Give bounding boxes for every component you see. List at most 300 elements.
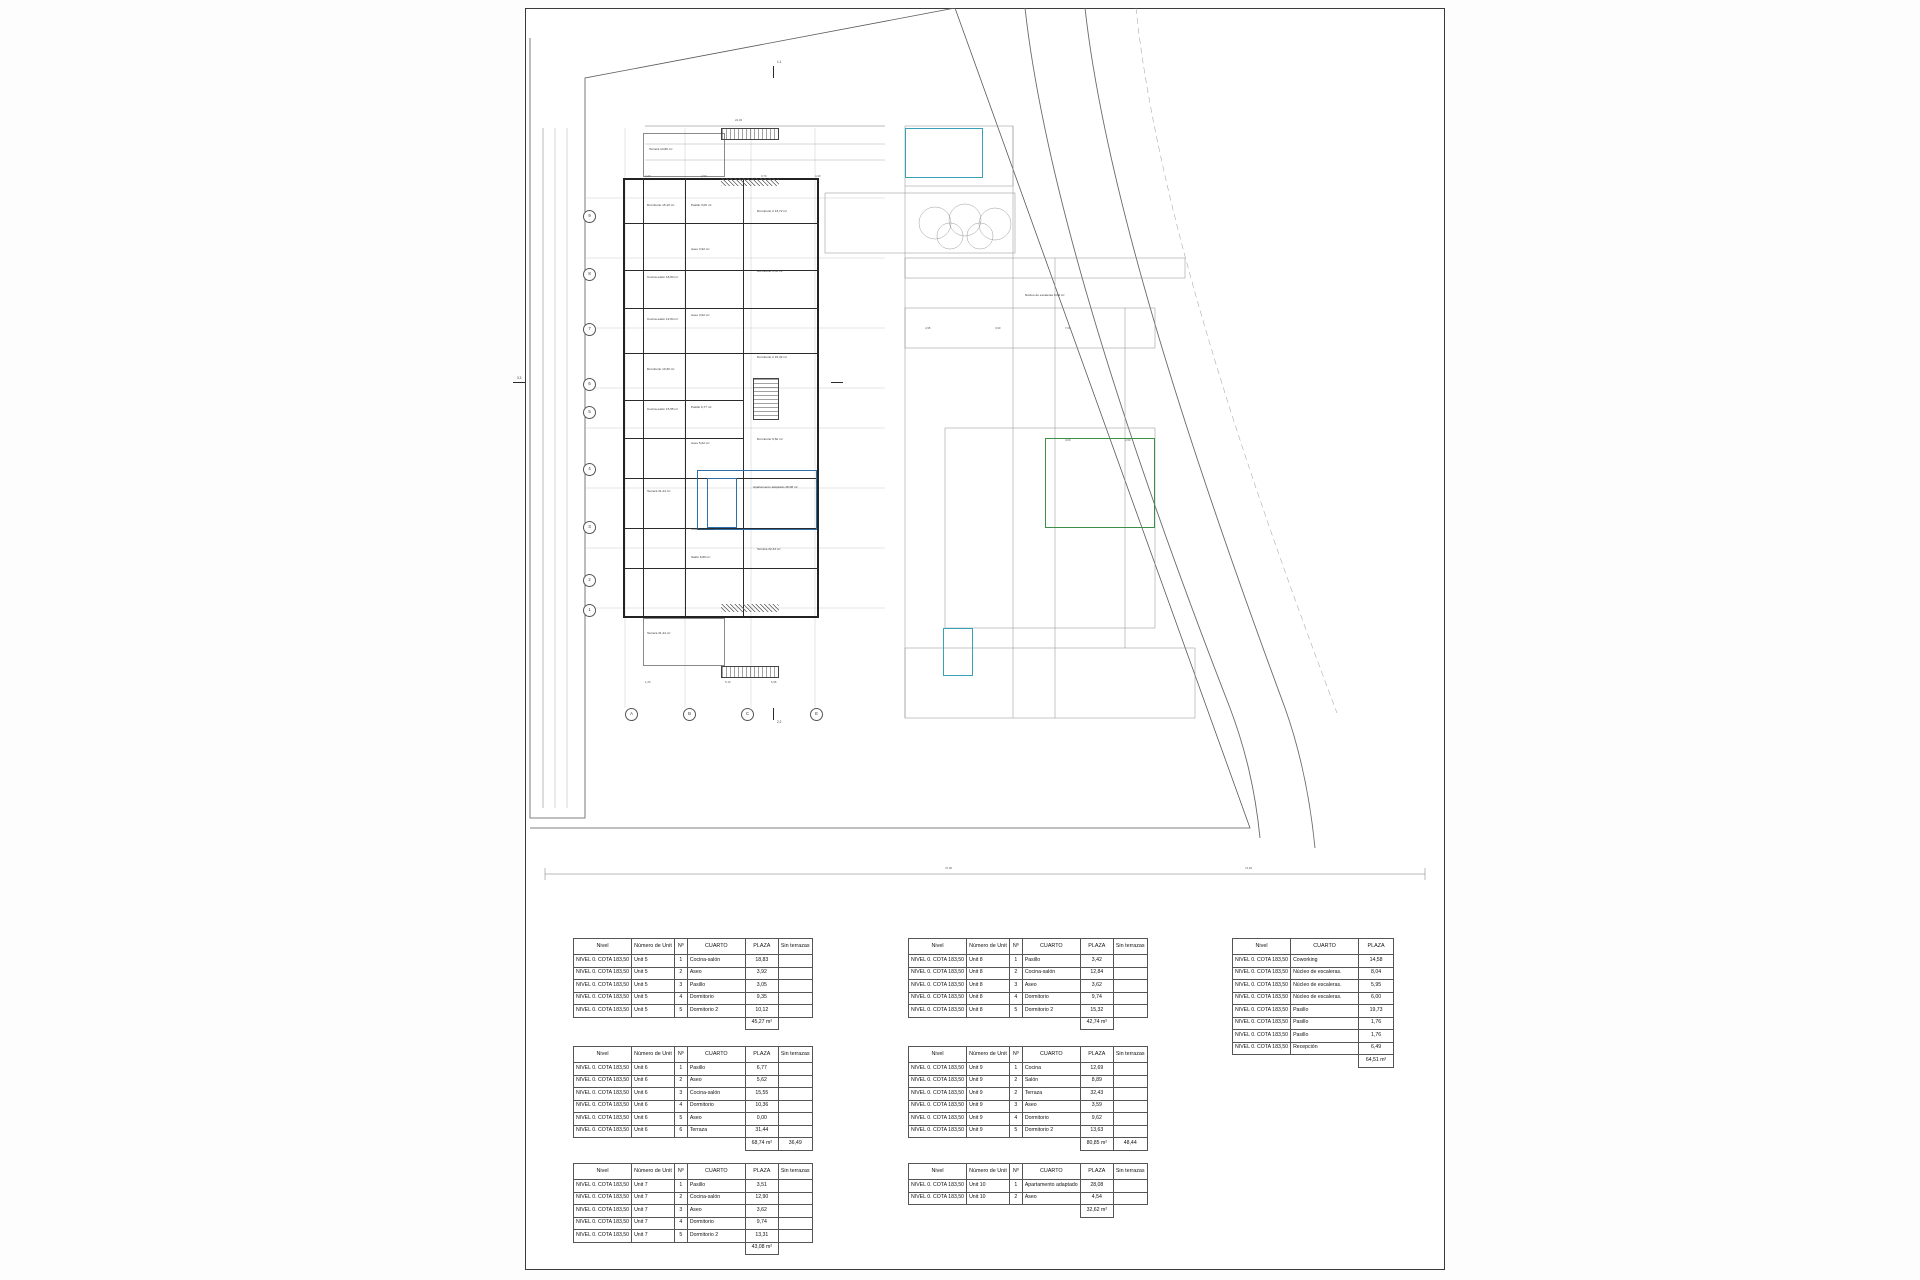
cell-unit: Unit 7 [632, 1230, 675, 1243]
cell-plaza: 32,43 [1080, 1088, 1113, 1101]
col-nivel: Nivel [1233, 939, 1291, 955]
dimension-text: 4,20 [645, 174, 651, 178]
cell-cuarto: Dormitorio [687, 1100, 745, 1113]
cell-unit: Unit 6 [632, 1088, 675, 1101]
cell-nivel: NIVEL 0. COTA 183,50 [574, 1230, 632, 1243]
col-sin-terrazas: Sin terrazas [778, 1164, 812, 1180]
grid-bubble-4: 4 [583, 463, 596, 476]
table-row [909, 1100, 1148, 1113]
cell-plaza: 31,44 [745, 1125, 778, 1138]
cell-sin [778, 955, 812, 968]
cell-sin [1113, 1125, 1147, 1138]
cell-unit: Unit 8 [967, 980, 1010, 993]
cell-plaza: 10,36 [745, 1100, 778, 1113]
cell-n: 4 [1009, 1113, 1022, 1126]
cell-plaza: 1,76 [1359, 1030, 1394, 1043]
cell-cuarto: Aseo [1022, 1100, 1080, 1113]
cell-n: 5 [674, 1113, 687, 1126]
cell-sin [778, 1063, 812, 1076]
cell-cuarto: Pasillo [1291, 1030, 1359, 1043]
col-cuarto: CUARTO [1291, 939, 1359, 955]
floor-plan-drawing [517, 8, 1445, 908]
section-mark-left: 3.3 [517, 376, 522, 380]
cell-nivel: NIVEL 0. COTA 183,50 [909, 1100, 967, 1113]
cell-cuarto: Pasillo [687, 980, 745, 993]
grid-bubble-6: 6 [583, 378, 596, 391]
cell-total: 68,74 m² [745, 1138, 778, 1151]
cell-unit: Unit 5 [632, 967, 675, 980]
col-n: Nº [1009, 1164, 1022, 1180]
cell-cuarto: Cocina-salón [687, 1088, 745, 1101]
cell-cuarto: Terraza [687, 1125, 745, 1138]
cell-n: 1 [674, 1180, 687, 1193]
cell-cuarto: Pasillo [1291, 1005, 1359, 1018]
cell-nivel: NIVEL 0. COTA 183,50 [909, 992, 967, 1005]
cell-n: 5 [1009, 1005, 1022, 1018]
col-unit: Número de Unit [967, 1047, 1010, 1063]
cell-sin [778, 1125, 812, 1138]
cell-sin [1113, 992, 1147, 1005]
section-mark-bottom: 2.2 [777, 720, 782, 724]
room-label: Cocina 12,69 m² [691, 527, 714, 531]
stair-core [753, 378, 779, 420]
section-tick [773, 708, 774, 720]
table-body-unit-9 [909, 1063, 1148, 1151]
cell-plaza: 5,62 [745, 1075, 778, 1088]
grid-bubble-A: A [625, 708, 638, 721]
table-row [1233, 967, 1394, 980]
site-element-outline [943, 628, 973, 676]
cell-nivel: NIVEL 0. COTA 183,50 [574, 1113, 632, 1126]
table-body-unit-6 [574, 1063, 813, 1151]
cell-cuarto: Dormitorio 2 [687, 1005, 745, 1018]
cell-plaza: 4,54 [1080, 1192, 1113, 1205]
room-label: Cocina-salón 15,55 m² [647, 407, 679, 411]
cell-plaza: 8,89 [1080, 1075, 1113, 1088]
cell-plaza: 3,42 [1080, 955, 1113, 968]
col-nivel: Nivel [574, 939, 632, 955]
cell-n: 2 [674, 1075, 687, 1088]
room-label: Aseo 3,92 m² [691, 247, 710, 251]
table-total-row [574, 1138, 813, 1151]
cell-cuarto: Dormitorio [687, 1217, 745, 1230]
room-outline-highlight [707, 478, 737, 528]
cell-nivel: NIVEL 0. COTA 183,50 [1233, 1030, 1291, 1043]
cell-plaza: 13,63 [1080, 1125, 1113, 1138]
table-row [909, 992, 1148, 1005]
cell-sin [778, 1217, 812, 1230]
section-tick [831, 382, 843, 383]
cell-n: 2 [1009, 967, 1022, 980]
cell-n: 1 [1009, 1063, 1022, 1076]
cell-nivel: NIVEL 0. COTA 183,50 [909, 1063, 967, 1076]
table-row [1233, 1030, 1394, 1043]
site-element-outline [1045, 438, 1155, 528]
table-total-row [1233, 1055, 1394, 1068]
room-label: Pasillo 3,05 m² [691, 203, 712, 207]
cell-unit: Unit 10 [967, 1180, 1010, 1193]
cell-sin [778, 1075, 812, 1088]
cell-n: 5 [1009, 1125, 1022, 1138]
cell-nivel: NIVEL 0. COTA 183,50 [574, 980, 632, 993]
cell-cuarto: Núcleo de escaleras. [1291, 992, 1359, 1005]
cell-cuarto: Aseo [687, 1075, 745, 1088]
table-header-row [574, 939, 813, 955]
col-unit: Número de Unit [632, 1047, 675, 1063]
table-header-row [574, 1164, 813, 1180]
cell-unit: Unit 8 [967, 992, 1010, 1005]
cell-n: 4 [1009, 992, 1022, 1005]
cell-cuarto: Núcleo de escaleras. [1291, 980, 1359, 993]
cell-plaza: 0,00 [745, 1113, 778, 1126]
room-label: Pasillo 6,77 m² [691, 405, 712, 409]
col-nivel: Nivel [909, 1164, 967, 1180]
dimension-text: 4,95 [925, 326, 931, 330]
col-plaza: PLAZA [1080, 1164, 1113, 1180]
cell-plaza: 14,58 [1359, 955, 1394, 968]
cell-nivel: NIVEL 0. COTA 183,50 [909, 980, 967, 993]
cell-sin [1113, 1075, 1147, 1088]
cell-sin [778, 1113, 812, 1126]
col-plaza: PLAZA [745, 939, 778, 955]
cell-sin [1113, 1192, 1147, 1205]
room-label: Terraza 31,44 m² [647, 489, 671, 493]
dimension-text: 1,20 [645, 680, 651, 684]
table-row [909, 1088, 1148, 1101]
cell-plaza: 3,59 [1080, 1100, 1113, 1113]
dimension-text: 2,60 [1125, 438, 1131, 442]
cell-nivel: NIVEL 0. COTA 183,50 [574, 1088, 632, 1101]
col-n: Nº [1009, 1047, 1022, 1063]
site-element-outline [905, 128, 983, 178]
grid-bubble-E: E [810, 708, 823, 721]
cell-n: 2 [674, 1192, 687, 1205]
table-row [909, 1113, 1148, 1126]
partition [623, 353, 819, 354]
building-wall [817, 178, 819, 618]
grid-bubble-3: 3 [583, 521, 596, 534]
partition [623, 400, 743, 401]
cell-plaza: 13,31 [745, 1230, 778, 1243]
stair-top [721, 128, 779, 140]
cell-plaza: 6,77 [745, 1063, 778, 1076]
table-row [1233, 980, 1394, 993]
cell-nivel: NIVEL 0. COTA 183,50 [909, 955, 967, 968]
cell-plaza: 18,83 [745, 955, 778, 968]
cell-total: 32,62 m² [1080, 1205, 1113, 1218]
cell-unit: Unit 8 [967, 967, 1010, 980]
cell-plaza: 9,35 [745, 992, 778, 1005]
table-row [574, 1192, 813, 1205]
grid-bubble-2: 2 [583, 574, 596, 587]
cell-nivel: NIVEL 0. COTA 183,50 [909, 1113, 967, 1126]
cell-cuarto: Pasillo [1022, 955, 1080, 968]
cell-nivel: NIVEL 0. COTA 183,50 [574, 1063, 632, 1076]
room-label: Apartamento adaptado 28,08 m² [753, 485, 798, 489]
dimension-text: 3,00 [1065, 438, 1071, 442]
cell-n: 2 [674, 967, 687, 980]
cell-unit: Unit 8 [967, 955, 1010, 968]
col-plaza: PLAZA [1359, 939, 1394, 955]
cell-n: 5 [674, 1230, 687, 1243]
table-total-row [574, 1017, 813, 1030]
partition [623, 438, 743, 439]
cell-n: 2 [1009, 1088, 1022, 1101]
room-label: Terraza 13,80 m² [649, 147, 673, 151]
col-sin-terrazas: Sin terrazas [1113, 939, 1147, 955]
cell-cuarto: Apartamento adaptado [1022, 1180, 1080, 1193]
cell-plaza: 3,51 [745, 1180, 778, 1193]
table-body-unit-8 [909, 955, 1148, 1030]
cell-nivel: NIVEL 0. COTA 183,50 [574, 1180, 632, 1193]
cell-nivel: NIVEL 0. COTA 183,50 [574, 1192, 632, 1205]
cell-cuarto: Terraza [1022, 1088, 1080, 1101]
cell-plaza: 12,69 [1080, 1063, 1113, 1076]
room-label: Dormitorio 10,36 m² [647, 367, 675, 371]
col-sin-terrazas: Sin terrazas [1113, 1047, 1147, 1063]
cell-cuarto: Aseo [1022, 1192, 1080, 1205]
cell-sin [1113, 1063, 1147, 1076]
cell-plaza: 19,73 [1359, 1005, 1394, 1018]
col-cuarto: CUARTO [1022, 1164, 1080, 1180]
table-header-row [909, 1164, 1148, 1180]
cell-nivel: NIVEL 0. COTA 183,50 [909, 1192, 967, 1205]
cell-total: 45,27 m² [745, 1017, 778, 1030]
partition [743, 178, 744, 616]
table-unit-8 [908, 938, 1148, 1030]
cell-sin [778, 1100, 812, 1113]
cell-nivel: NIVEL 0. COTA 183,50 [1233, 1005, 1291, 1018]
room-label: Dormitorio 9,35 m² [757, 269, 783, 273]
grid-bubble-7: 7 [583, 323, 596, 336]
cell-cuarto: Cocina-salón [1022, 967, 1080, 980]
cell-plaza: 3,62 [1080, 980, 1113, 993]
table-row [574, 1205, 813, 1218]
cell-nivel: NIVEL 0. COTA 183,50 [909, 1125, 967, 1138]
col-nivel: Nivel [909, 939, 967, 955]
cell-cuarto: Dormitorio 2 [1022, 1005, 1080, 1018]
table-row [909, 1005, 1148, 1018]
cell-unit: Unit 9 [967, 1063, 1010, 1076]
cell-unit: Unit 5 [632, 992, 675, 1005]
table-row [909, 1192, 1148, 1205]
cell-n: 3 [674, 1205, 687, 1218]
service-core-hatch [721, 178, 779, 186]
grid-bubble-5: 5 [583, 406, 596, 419]
room-label: Dormitorio 9,62 m² [757, 437, 783, 441]
cell-sin [1113, 967, 1147, 980]
col-cuarto: CUARTO [687, 1164, 745, 1180]
cell-unit: Unit 6 [632, 1063, 675, 1076]
cell-plaza: 9,62 [1080, 1113, 1113, 1126]
table-total-row [574, 1242, 813, 1255]
table-row [909, 1180, 1148, 1193]
cell-plaza: 3,62 [745, 1205, 778, 1218]
cell-cuarto: Dormitorio [687, 992, 745, 1005]
partition [623, 223, 819, 224]
table-row [1233, 992, 1394, 1005]
cell-n: 1 [1009, 955, 1022, 968]
cell-total: 43,08 m² [745, 1242, 778, 1255]
cell-unit: Unit 10 [967, 1192, 1010, 1205]
section-mark-top: 1.1 [777, 60, 782, 64]
room-label: Salón 8,89 m² [691, 555, 711, 559]
room-label: Aseo 5,62 m² [691, 441, 710, 445]
cell-sin [1113, 1088, 1147, 1101]
cell-plaza: 5,95 [1359, 980, 1394, 993]
table-row [909, 1125, 1148, 1138]
cell-unit: Unit 8 [967, 1005, 1010, 1018]
cell-nivel: NIVEL 0. COTA 183,50 [1233, 1042, 1291, 1055]
cell-sin [778, 1088, 812, 1101]
table-total-row [909, 1205, 1148, 1218]
cell-cuarto: Coworking [1291, 955, 1359, 968]
cell-nivel: NIVEL 0. COTA 183,50 [574, 1217, 632, 1230]
cell-total-sin: 36,49 [778, 1138, 812, 1151]
table-header-row [574, 1047, 813, 1063]
cell-plaza: 12,90 [745, 1192, 778, 1205]
cell-nivel: NIVEL 0. COTA 183,50 [574, 955, 632, 968]
cell-n: 2 [1009, 1192, 1022, 1205]
cell-sin [778, 1230, 812, 1243]
col-sin-terrazas: Sin terrazas [1113, 1164, 1147, 1180]
cell-n: 3 [1009, 1100, 1022, 1113]
dimension-text: 3,70 [761, 174, 767, 178]
cell-total: 80,85 m² [1080, 1138, 1113, 1151]
section-tick [513, 382, 525, 383]
table-unit-6 [573, 1046, 813, 1151]
grid-bubble-1: 1 [583, 604, 596, 617]
cell-nivel: NIVEL 0. COTA 183,50 [574, 992, 632, 1005]
cell-nivel: NIVEL 0. COTA 183,50 [909, 1075, 967, 1088]
col-plaza: PLAZA [1080, 939, 1113, 955]
cell-plaza: 28,08 [1080, 1180, 1113, 1193]
cell-n: 2 [1009, 1075, 1022, 1088]
cell-nivel: NIVEL 0. COTA 183,50 [574, 967, 632, 980]
room-label: Cocina-salón 18,83 m² [647, 275, 679, 279]
table-body-unit-5 [574, 955, 813, 1030]
col-unit: Número de Unit [967, 1164, 1010, 1180]
table-row [574, 1088, 813, 1101]
cell-n: 3 [674, 1088, 687, 1101]
dimension-text: 6,95 [771, 680, 777, 684]
cell-total-sin: 48,44 [1113, 1138, 1147, 1151]
table-unit-5 [573, 938, 813, 1030]
table-row [1233, 955, 1394, 968]
cell-n: 1 [1009, 1180, 1022, 1193]
cell-n: 3 [674, 980, 687, 993]
table-row [1233, 1005, 1394, 1018]
room-label: Dormitorio 15,10 m² [647, 203, 675, 207]
table-row [574, 1180, 813, 1193]
cell-nivel: NIVEL 0. COTA 183,50 [574, 1100, 632, 1113]
cell-unit: Unit 5 [632, 980, 675, 993]
table-body-unit-10 [909, 1180, 1148, 1218]
section-tick [773, 66, 774, 78]
cell-plaza: 15,32 [1080, 1005, 1113, 1018]
col-cuarto: CUARTO [1022, 939, 1080, 955]
cell-cuarto: Pasillo [1291, 1017, 1359, 1030]
partition [623, 270, 819, 271]
cell-cuarto: Aseo [687, 1205, 745, 1218]
cell-n: 1 [674, 1063, 687, 1076]
col-cuarto: CUARTO [1022, 1047, 1080, 1063]
table-row [1233, 1042, 1394, 1055]
cell-total: 64,51 m² [1359, 1055, 1394, 1068]
room-label: Núcleo de escaleras 8,04 m² [1025, 293, 1065, 297]
table-body-common [1233, 955, 1394, 1068]
table-total-row [909, 1017, 1148, 1030]
cell-nivel: NIVEL 0. COTA 183,50 [909, 1005, 967, 1018]
cell-nivel: NIVEL 0. COTA 183,50 [574, 1075, 632, 1088]
cell-cuarto: Cocina-salón [687, 955, 745, 968]
table-common-areas [1232, 938, 1394, 1068]
table-row [574, 1230, 813, 1243]
stair-bottom [721, 666, 779, 678]
room-label: Cocina-salón 12,84 m² [647, 317, 679, 321]
cell-unit: Unit 9 [967, 1075, 1010, 1088]
grid-bubble-8: 8 [583, 268, 596, 281]
dimension-text: 7,00 [1065, 326, 1071, 330]
cell-cuarto: Cocina [1022, 1063, 1080, 1076]
cell-sin [778, 1205, 812, 1218]
table-row [909, 980, 1148, 993]
cell-cuarto: Pasillo [687, 1063, 745, 1076]
cell-unit: Unit 6 [632, 1113, 675, 1126]
cell-sin [1113, 1005, 1147, 1018]
cell-unit: Unit 9 [967, 1088, 1010, 1101]
table-row [574, 980, 813, 993]
cell-nivel: NIVEL 0. COTA 183,50 [909, 1180, 967, 1193]
table-body-unit-7 [574, 1180, 813, 1255]
cell-unit: Unit 7 [632, 1217, 675, 1230]
cell-cuarto: Dormitorio 2 [687, 1230, 745, 1243]
cell-cuarto: Aseo [687, 967, 745, 980]
col-plaza: PLAZA [745, 1164, 778, 1180]
cell-cuarto: Dormitorio [1022, 1113, 1080, 1126]
cell-n: 4 [674, 992, 687, 1005]
cell-nivel: NIVEL 0. COTA 183,50 [1233, 980, 1291, 993]
room-label: Terraza 31,44 m² [647, 631, 671, 635]
grid-bubble-C: C [741, 708, 754, 721]
table-row [574, 1100, 813, 1113]
cell-unit: Unit 6 [632, 1125, 675, 1138]
cell-cuarto: Cocina-salón [687, 1192, 745, 1205]
cell-unit: Unit 7 [632, 1192, 675, 1205]
table-row [574, 1113, 813, 1126]
partition [623, 308, 819, 309]
dimension-text: 4,40 [815, 174, 821, 178]
cell-plaza: 12,84 [1080, 967, 1113, 980]
cell-nivel: NIVEL 0. COTA 183,50 [1233, 992, 1291, 1005]
cell-n: 1 [674, 955, 687, 968]
cell-n: 4 [674, 1100, 687, 1113]
cell-n: 4 [674, 1217, 687, 1230]
cell-unit: Unit 9 [967, 1125, 1010, 1138]
col-unit: Número de Unit [967, 939, 1010, 955]
col-sin-terrazas: Sin terrazas [778, 1047, 812, 1063]
table-unit-7 [573, 1163, 813, 1255]
col-nivel: Nivel [909, 1047, 967, 1063]
room-label: Dormitorio 2 15,32 m² [757, 355, 787, 359]
partition [643, 178, 644, 616]
col-cuarto: CUARTO [687, 1047, 745, 1063]
dimension-text: 3,90 [995, 326, 1001, 330]
room-label: Dormitorio 2 13,72 m² [757, 209, 787, 213]
cell-cuarto: Núcleo de escaleras. [1291, 967, 1359, 980]
table-row [909, 1075, 1148, 1088]
col-nivel: Nivel [574, 1047, 632, 1063]
